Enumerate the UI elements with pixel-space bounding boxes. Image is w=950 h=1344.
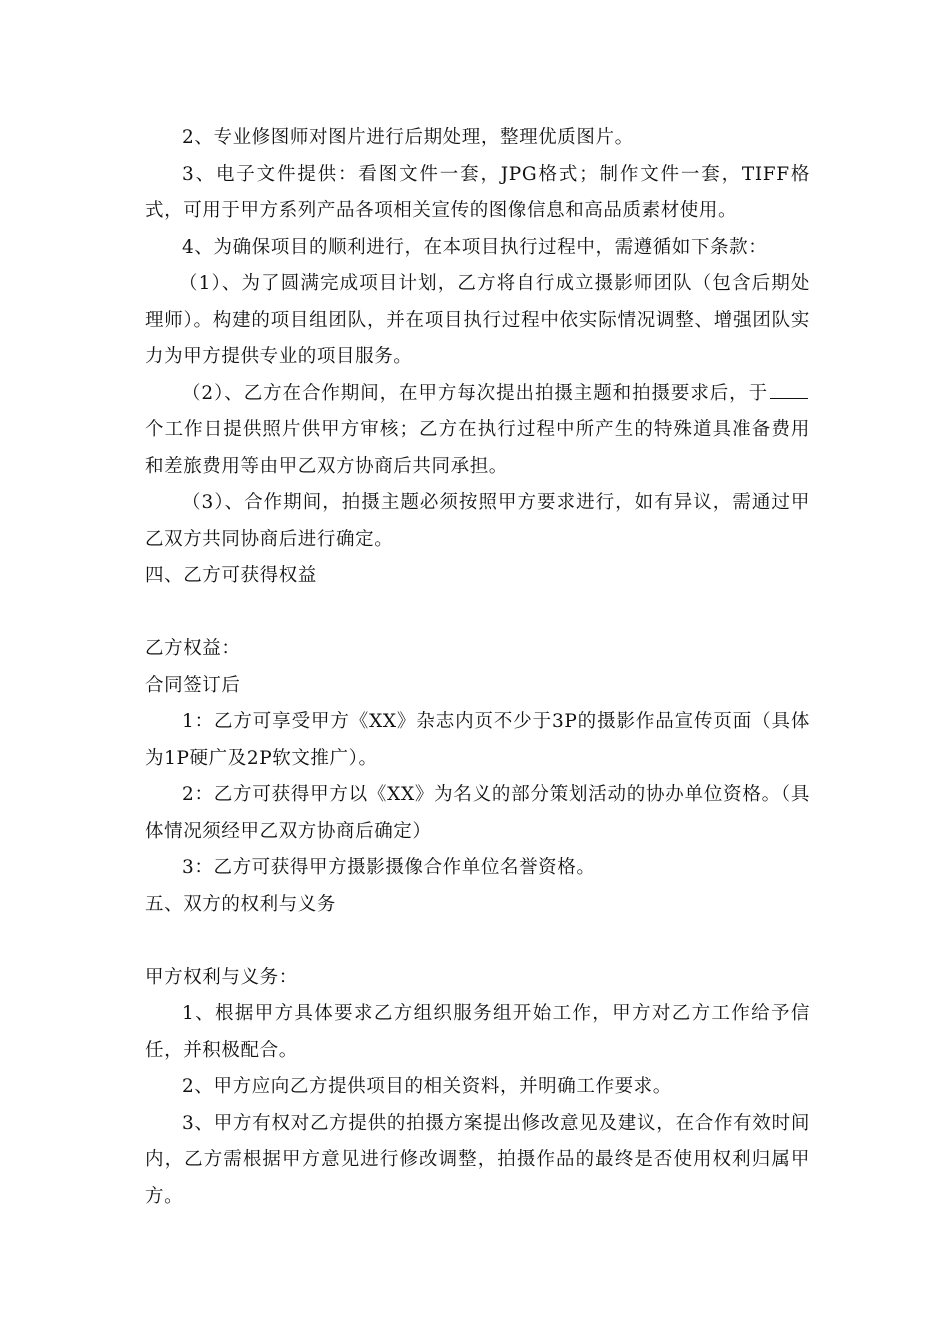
section-4-heading: 四、乙方可获得权益 [145, 565, 317, 586]
clause-2-text-before: （2）、乙方在合作期间，在甲方每次提出拍摄主题和拍摄要求后，于 [182, 382, 768, 404]
duty-item-3: 3、甲方有权对乙方提供的拍摄方案提出修改意见及建议，在合作有效时间内，乙方需根据甲方意见进行修改调整，拍摄作品的最终是否使用权利归属甲方。 [145, 1112, 810, 1207]
clause-2-text-after: 个工作日提供照片供甲方审核；乙方在执行过程中所产生的特殊道具准备费用和差旅费用等由甲乙双方协商后共同承担。 [145, 419, 810, 477]
duty-item-1: 1、根据甲方具体要求乙方组织服务组开始工作，甲方对乙方工作给予信任，并积极配合。 [145, 1003, 810, 1061]
spacer [145, 923, 810, 960]
document-body [145, 120, 810, 1215]
paragraph-item-2: 2、专业修图师对图片进行后期处理，整理优质图片。 [182, 127, 634, 148]
clause-2 [145, 376, 810, 486]
paragraph-item-3: 3、电子文件提供：看图文件一套，JPG格式；制作文件一套，TIFF格式，可用于甲方系列产品各项相关宣传的图像信息和高品质素材使用。 [145, 163, 810, 221]
benefit-item-1: 1：乙方可享受甲方《XX》杂志内页不少于3P的摄影作品宣传页面（具体为1P硬广及2P软文推广）。 [145, 711, 810, 769]
benefit-item-2: 2：乙方可获得甲方以《XX》为名义的部分策划活动的协办单位资格。（具体情况须经甲乙双方协商后确定） [145, 784, 810, 842]
section-4-subheading: 乙方权益： [145, 638, 241, 659]
section-5-heading: 五、双方的权利与义务 [145, 893, 337, 915]
section-5-subheading: 甲方权利与义务： [145, 966, 298, 988]
section-4-intro: 合同签订后 [145, 674, 241, 696]
clause-1: （1）、为了圆满完成项目计划，乙方将自行成立摄影师团队（包含后期处理师）。构建的项目组团队，并在项目执行过程中依实际情况调整、增强团队实力为甲方提供专业的项目服务。 [145, 273, 810, 367]
blank-days-field [770, 380, 808, 399]
paragraph-item-4: 4、为确保项目的顺利进行，在本项目执行过程中，需遵循如下条款： [182, 236, 768, 258]
benefit-item-3: 3：乙方可获得甲方摄影摄像合作单位名誉资格。 [182, 857, 596, 878]
duty-item-2: 2、甲方应向乙方提供项目的相关资料，并明确工作要求。 [182, 1076, 672, 1097]
spacer [145, 595, 810, 632]
clause-3: （3）、合作期间，拍摄主题必须按照甲方要求进行，如有异议，需通过甲乙双方共同协商后进行确定。 [145, 492, 810, 550]
